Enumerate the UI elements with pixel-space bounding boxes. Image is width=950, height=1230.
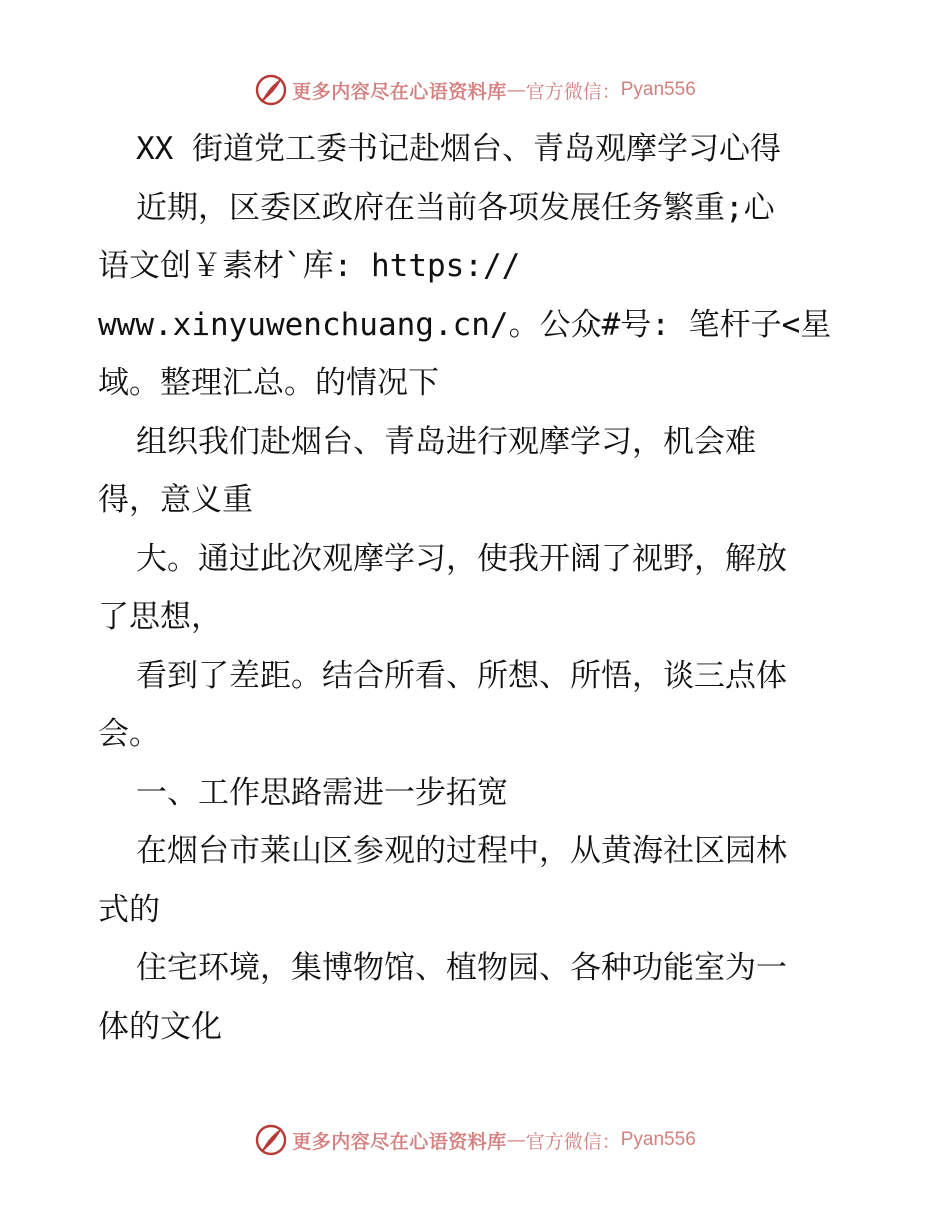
text-line: www.xinyuwenchuang.cn/。公众#号: 笔杆子<星 bbox=[98, 306, 832, 343]
section-heading: 一、工作思路需进一步拓宽 bbox=[136, 774, 508, 811]
text-line: 住宅环境，集博物馆、植物园、各种功能室为一 bbox=[136, 950, 787, 986]
banner-wechat-id: Pyan556 bbox=[620, 79, 696, 100]
banner-wechat-id: Pyan556 bbox=[620, 1129, 696, 1150]
text-line: 看到了差距。结合所看、所想、所悟，谈三点体 bbox=[136, 657, 787, 694]
banner-main-text: 更多内容尽在心语资料库 bbox=[292, 80, 507, 103]
banner-wechat-label: 官方微信： bbox=[525, 80, 621, 103]
text-line: 大。通过此次观摩学习，使我开阔了视野，解放 bbox=[136, 540, 787, 577]
text-line: 式的 bbox=[98, 891, 160, 928]
text-line: 在烟台市莱山区参观的过程中，从黄海社区园林 bbox=[136, 833, 787, 869]
quill-logo-icon bbox=[254, 1123, 288, 1157]
footer-watermark bbox=[0, 1120, 950, 1160]
document-body bbox=[98, 120, 868, 1056]
text-line: 语文创￥素材`库: https:// bbox=[98, 248, 521, 284]
text-line: 体的文化 bbox=[98, 1008, 222, 1045]
banner-dash: — bbox=[506, 1129, 526, 1151]
text-line: 域。整理汇总。的情况下 bbox=[98, 365, 439, 401]
text-line: 会。 bbox=[98, 716, 160, 752]
text-line: 得，意义重 bbox=[98, 482, 253, 518]
text-line: 组织我们赴烟台、青岛进行观摩学习，机会难 bbox=[136, 423, 756, 460]
banner-wechat-label: 官方微信： bbox=[525, 1130, 621, 1153]
text-line: 了思想， bbox=[98, 599, 222, 635]
text-line: 近期，区委区政府在当前各项发展任务繁重;心 bbox=[136, 189, 775, 226]
quill-logo-icon bbox=[254, 73, 288, 107]
banner-main-text: 更多内容尽在心语资料库 bbox=[292, 1130, 507, 1153]
document-title: XX 街道党工委书记赴烟台、青岛观摩学习心得 bbox=[136, 131, 781, 167]
banner-dash: — bbox=[506, 79, 526, 101]
header-watermark bbox=[0, 70, 950, 110]
